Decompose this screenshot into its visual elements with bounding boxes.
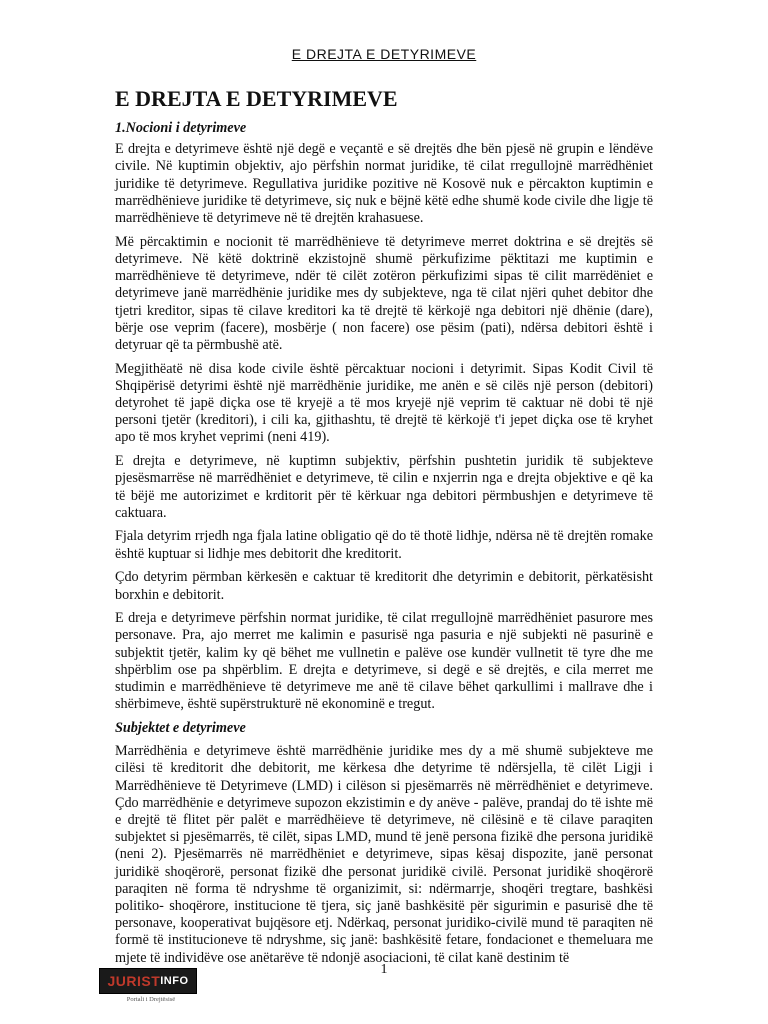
document-body bbox=[115, 86, 653, 973]
section-heading: 1.Nocioni i detyrimeve bbox=[115, 120, 247, 136]
logo-tagline: Portali i Drejtësisë bbox=[126, 996, 176, 1003]
subjects-paragraph: Marrëdhënia e detyrimeve është marrëdhënie juridike mes dy a më shumë subjekteve me cilësi të kreditorit dhe debitorit, me kërkesa dhe detyrime të ndërsjella, të cilët Ligji i Marrëdhënieve të Detyrimeve (LMD) i cilëson si pjesëmarrës në mërrëdhëniet e detyrimeve. Çdo marrëdhënie e detyrimeve supozon ekzistimin e dy anëve - palëve, prandaj do të ishte më e drejtë të flitet për palët e marrëdhëieve të detyrimeve, në cilësinë e të cilave paraqiten subjektet si pjesëmarrës, të cilët, sipas LMD, mund të jenë persona fizikë dhe persona juridikë (neni 2). Pjesëmarrës në marrëdhëniet e detyrimeve, sipas kësaj dispozite, janë personat juridikë shoqërorë, personat fizikë dhe personat juridikë civilë. Personat juridikë shoqërorë paraqiten në forma të ndryshme të organizimit, si: ndërmarrje, shoqëri tregtare, bashkësi politiko- shoqërore, institucione të tjera, siç janë bashkësitë për sigurimin e pasurisë dhe të personave, kooperativat bujqësore etj. Ndërkaq, personat juridiko-civilë mund të paraqiten në formë të institucioneve të ndryshme, siç janë: bashkësitë fetare, fondacionet e themeluara me mjete të individëve ose anëtarëve të ndonjë asociacioni, të cilat kanë destinim të bbox=[115, 743, 653, 966]
page-number: 1 bbox=[380, 962, 388, 977]
logo-text-info: INFO bbox=[160, 975, 189, 987]
running-header: E DREJTA E DETYRIMEVE bbox=[291, 46, 477, 62]
juristinfo-logo bbox=[99, 968, 197, 994]
paragraph-1: E drejta e detyrimeve është një degë e veçantë e së drejtës dhe bën pjesë në grupin e lëndëve civile. Në kuptimin objektiv, ajo përfshin normat juridike, të cilat rregullojnë marrëdhëniet juridike të detyrimeve. Regullativa juridike pozitive në Kosovë nuk e përcakton kuptimin e marrëdhënieve juridike të detyrimeve, siç nuk e bëjnë këtë edhe shumë kode civile dhe ligje të marrëdhënieve të detyrimeve në të drejtën krahasuese. bbox=[115, 141, 653, 227]
paragraph-4: E drejta e detyrimeve, në kuptimn subjektiv, përfshin pushtetin juridik të subjekteve pjesësmarrëse në marrëdhëniet e detyrimeve, të cilin e nxjerrin nga e drejta objektive e që ka të bëjë me autorizimet e krditorit për të kërkuar nga debitori përmbushjen e detyrimeve të caktuara. bbox=[115, 453, 653, 521]
paragraph-7: E dreja e detyrimeve përfshin normat juridike, të cilat rregullojnë marrëdhëniet pasurore mes personave. Pra, ajo merret me kalimin e pasurisë nga pasuria e një subjekti në pasurinë e subjektit tjetër, kalim ky që bëhet me vullnetin e palëve ose kundër vullnetit të tyre dhe me shpërblim ose pa shpërblim. E drejta e detyrimeve, si degë e së drejtës, e cila merret me studimin e marrëdhënieve të detyrimeve me anë të cilave bëhet qarkullimi i mallrave dhe i shërbimeve, është supërstrukturë në ekonominë e tregut. bbox=[115, 610, 653, 713]
paragraph-5: Fjala detyrim rrjedh nga fjala latine obligatio që do të thotë lidhje, ndërsa në të drejtën romake është kuptuar si lidhje mes debitorit dhe kreditorit. bbox=[115, 528, 653, 562]
paragraph-3: Megjithëatë në disa kode civile është përcaktuar nocioni i detyrimit. Sipas Kodit Civil të Shqipërisë detyrimi është një marrëdhënie juridike, me anën e së cilës një person (debitori) detyrohet të japë diçka ose të kryejë a të mos kryejë një veprim të caktuar në dobi të një personi tjetër (kreditori), i cili ka, gjithashtu, të drejtë të kërkojë t'i jepet diçka ose të kryhet apo të mos kryhet veprimi (neni 419). bbox=[115, 360, 653, 446]
paragraph-6: Çdo detyrim përmban kërkesën e caktuar të kreditorit dhe detyrimin e debitorit, përkatësisht borxhin e debitorit. bbox=[115, 569, 653, 603]
document-title: E DREJTA E DETYRIMEVE bbox=[115, 86, 398, 111]
paragraph-2: Më përcaktimin e nocionit të marrëdhënieve të detyrimeve merret doktrina e së drejtës së detyrimeve. Në këtë doktrinë ekzistojnë shumë përkufizime pëktitazi me kuptimin e marrëdhënieve të detyrimeve, ndër të cilët zotëron përkufizimi sipas të cilit marrëdëniet e detyrimeve janë marrëdhënie juridike mes dy subjekteve, nga të cilat njëri quhet debitor dhe tjetri kreditor, sipas të cilave kreditori ka të drejtë të kërkojë nga debitori një dhënie (dare), bërje ose veprim (facere), mosbërje ( non facere) ose pësim (pati), ndërsa debitori është i detyruar që ta përmbushë atë. bbox=[115, 233, 653, 353]
subjects-heading: Subjektet e detyrimeve bbox=[115, 720, 246, 736]
logo-text-jurist: JURIST bbox=[107, 973, 161, 989]
